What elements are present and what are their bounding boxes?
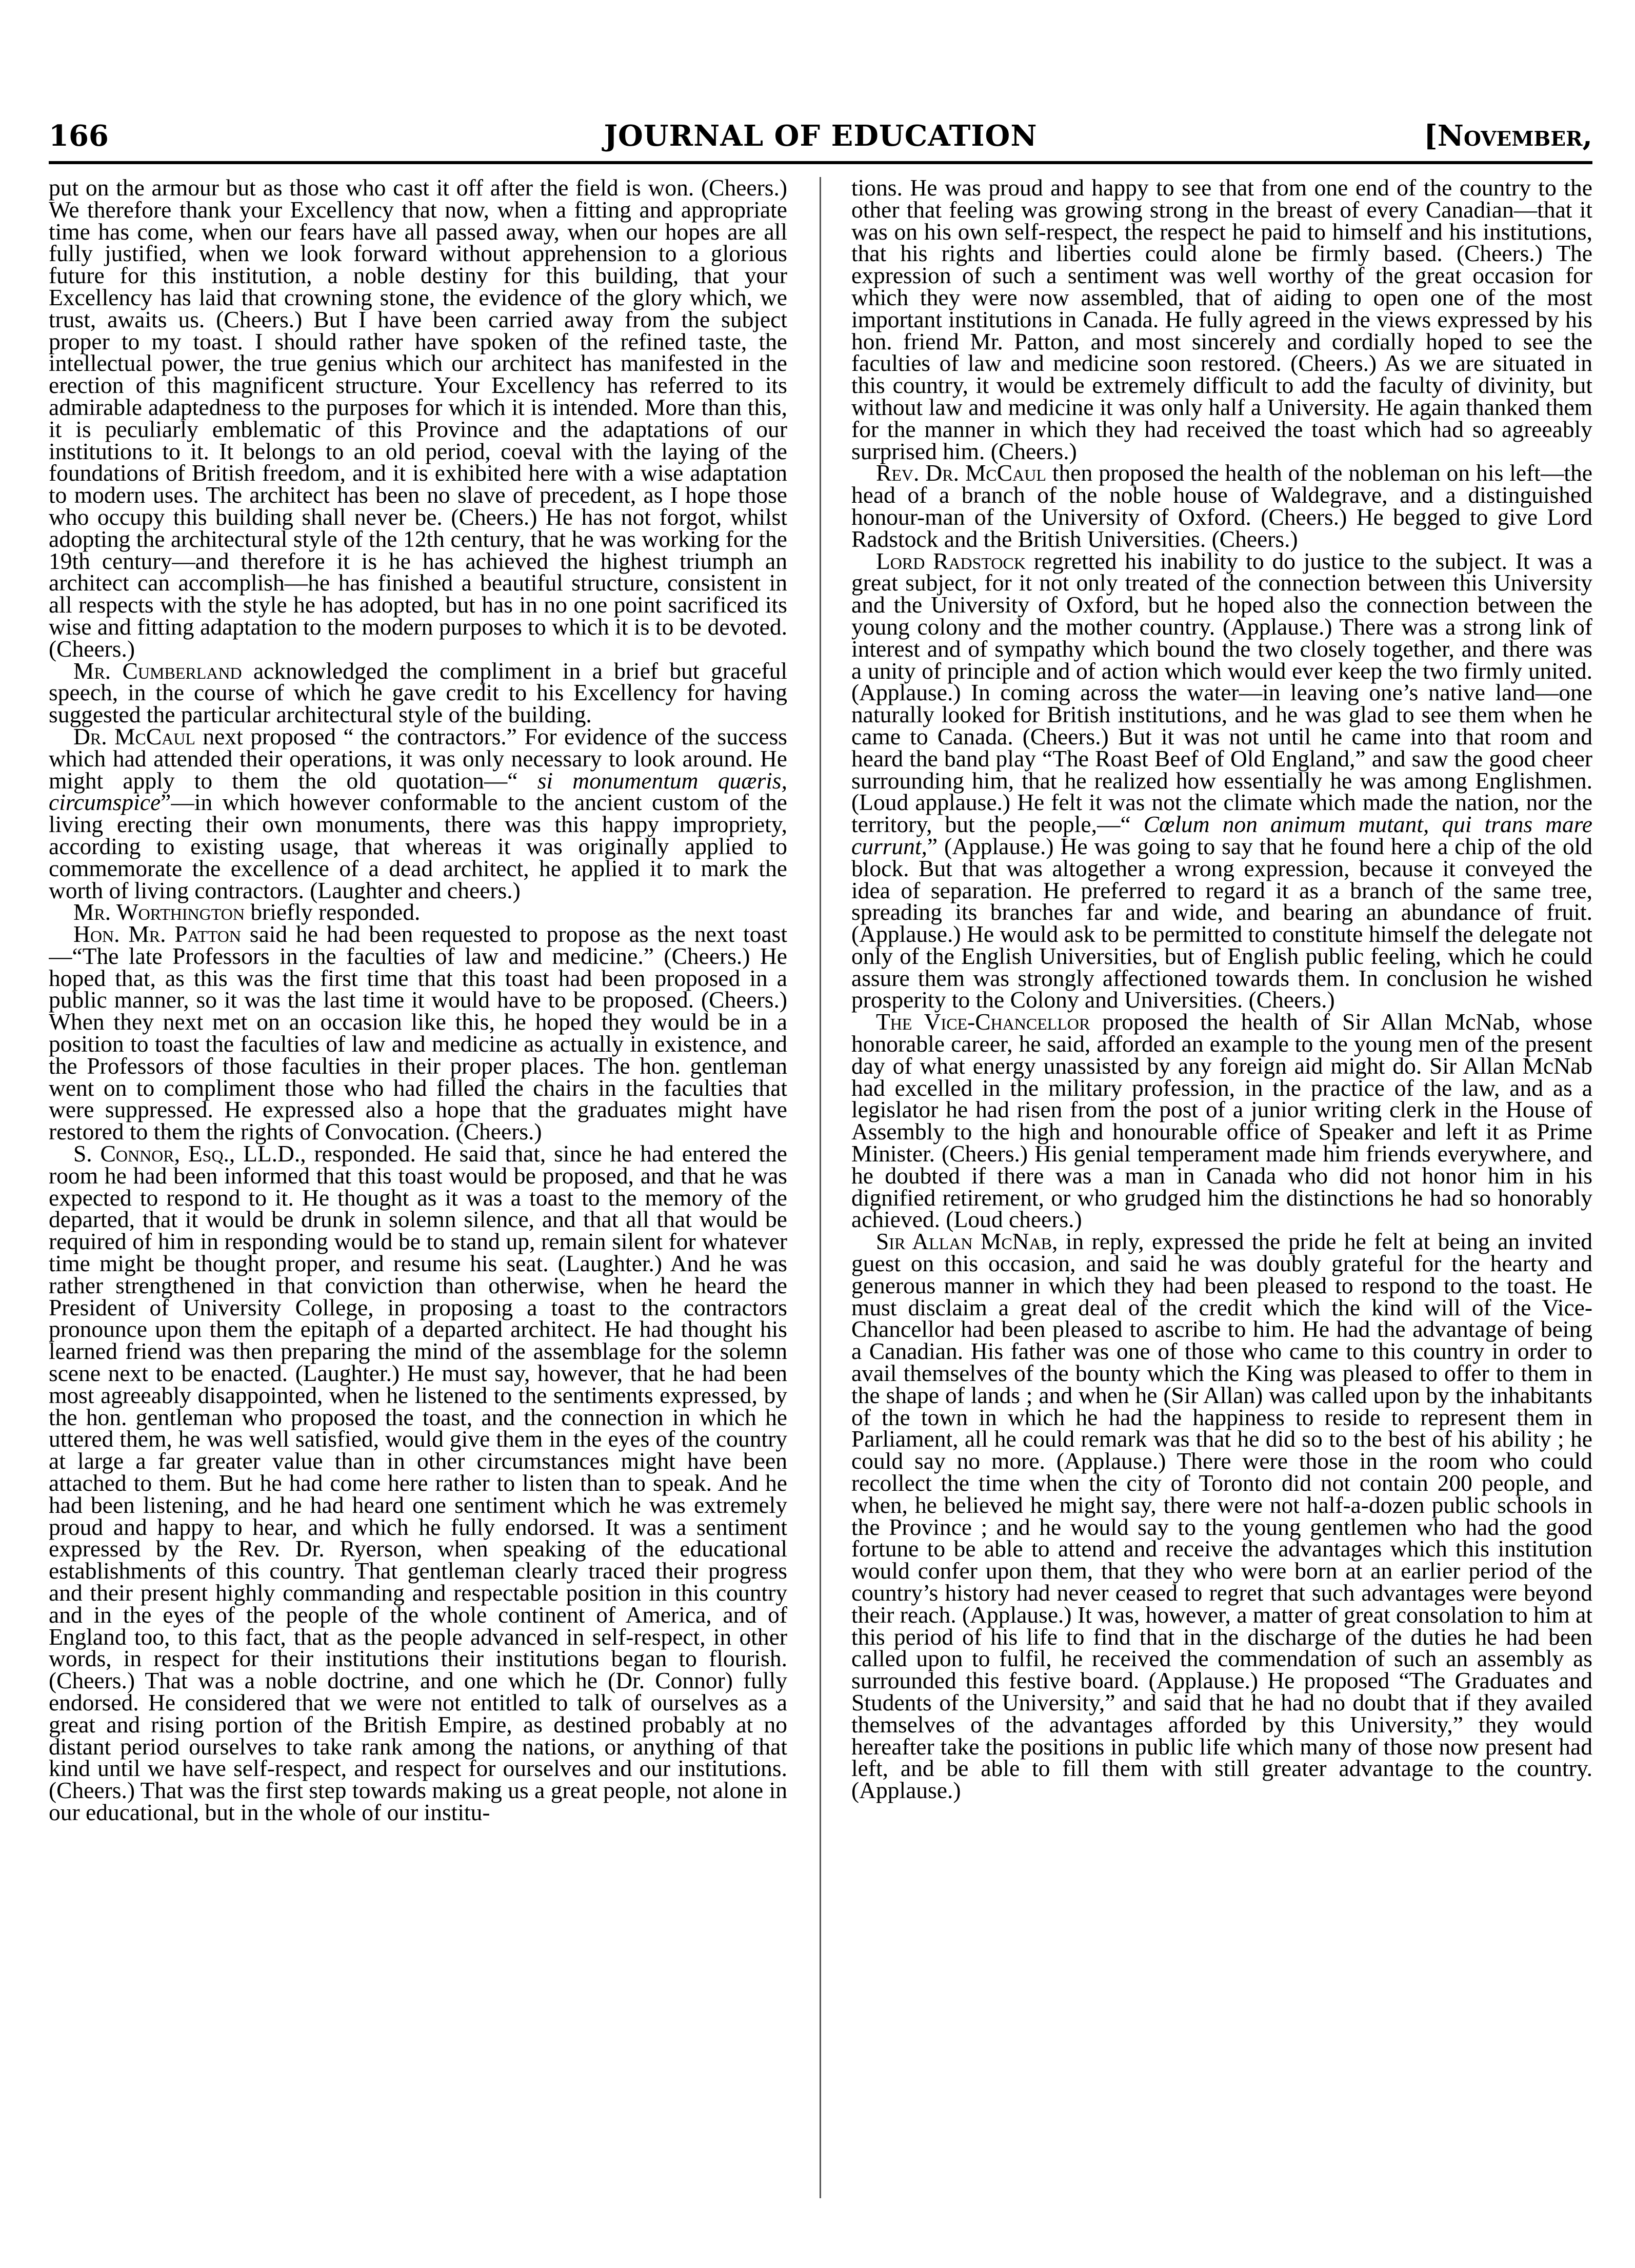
speaker-name: Rev. Dr. McCaul (876, 460, 1046, 486)
speaker-name: Hon. Mr. Patton (73, 921, 241, 948)
speaker-name: Mr. Cumberland (73, 657, 242, 684)
journal-title: JOURNAL OF EDUCATION (604, 119, 1038, 153)
speaker-name: Lord Radstock (876, 547, 1026, 574)
left-column (49, 177, 787, 2198)
speaker-name: Sir Allan McNab, (876, 1228, 1058, 1255)
right-column (851, 177, 1592, 2198)
column-divider (820, 177, 821, 2198)
paragraph: Sir Allan McNab, in reply, expressed the pride he felt at being an invited guest on this occasion, and said he was doubly grateful for the hearty and generous manner in which they had been pleased to respond to the toast. He must disclaim a great deal of the credit which the kind will of the Vice-Chancellor had been pleased to ascribe to him. He had the advantage of being a Canadian. His father was one of those who came to this country in order to avail themselves of the bounty which the King was pleased to offer to them in the shape of lands ; and when he (Sir Allan) was called upon by the inhabitants of the town in which he had the happiness to reside to represent them in Parliament, all he could remark was that he did so to the best of his ability ; he could say no more. (Applause.) There were those in the room who could recollect the time when the city of Toronto did not contain 200 people, and when, he believed he might say, there were not half-a-dozen public schools in the Province ; and he would say to the young gentlemen who had the good fortune to be able to attend and receive the advantages which this institution would confer upon them, that they who were born at an earlier period of the country’s history had never ceased to regret that such advantages were beyond their reach. (Applause.) It was, however, a matter of great consolation to him at this period of his life to find that in the discharge of the duties he had been called upon to fulfil, he received the commendation of such an assembly as surrounded this festive board. (Applause.) He proposed “The Graduates and Students of the University,” and said that he had no doubt that if they availed themselves of the advantages afforded by this University,” they would hereafter take the positions in public life which many of those now present had left, and be able to fill them with still greater advantage to the country. (Applause.) (851, 1228, 1592, 1804)
speaker-name: The Vice-Chancellor (876, 1009, 1090, 1035)
header-rule (49, 161, 1592, 164)
speaker-name: Mr. Worthington (73, 899, 245, 925)
paragraph: tions. He was proud and happy to see that from one end of the country to the other that feeling was growing strong in the breast of every Canadian—that it was on his own self-respect, the respect he paid to himself and his institutions, that his rights and liberties could alone be firmly based. (Cheers.) The expression of such a sentiment was well worthy of the great occasion for which they were now assembled, that of aiding to open one of the most important institutions in Canada. He fully agreed in the views expressed by his hon. friend Mr. Patton, and most sincerely and cordially hoped to see the faculties of law and medicine soon restored. (Cheers.) As we are situated in this country, it would be extremely difficult to add the faculty of divinity, but without law and medicine it was only half a University. He again thanked them for the manner in which they had received the toast which had so agreeably surprised him. (Cheers.) (851, 177, 1592, 464)
paragraph: The Vice-Chancellor proposed the health of Sir Allan McNab, whose honorable career, he said, afforded an example to the young men of the present day of what energy unassisted by any foreign aid might do. Sir Allan McNab had excelled in the military profession, in the practice of the law, and as a legislator he had risen from the post of a junior writing clerk in the House of Assembly to the high and honourable office of Speaker and left it as Prime Minister. (Cheers.) His genial temperament made him friends everywhere, and he doubted if there was a man in Canada who did not honor him in his dignified retirement, or who grudged him the distinctions he had so honorably achieved. (Loud cheers.) (851, 1009, 1592, 1233)
paragraph: S. Connor, Esq., LL.D., responded. He said that, since he had entered the room he had been informed that this toast would be proposed, and that he was expected to respond to it. He thought as it was a toast to the memory of the departed, that it would be drunk in solemn silence, and that all that would be required of him in responding would be to stand up, remain silent for whatever time might be thought proper, and resume his seat. (Laughter.) And he was rather strengthened in that conviction than otherwise, when he heard the President of University College, in proposing a toast to the contractors pronounce upon them the epitaph of a departed architect. He had thought his learned friend was then preparing the mind of the assemblage for the solemn scene next to be enacted. (Laughter.) He must say, however, that he had been most agreeably disappointed, when he listened to the sentiments expressed, by the hon. gentleman who proposed the toast, and the connection in which he uttered them, he was well satisfied, would give them in the eyes of the country at large a far greater value than in other circumstances might have been attached to them. But he had come here rather to listen than to speak. And he had been listening, and he had heard one sentiment which he was extremely proud and happy to hear, and which he fully endorsed. It was a sentiment expressed by the Rev. Dr. Ryerson, when speaking of the educational establishments of this country. That gentleman clearly traced their progress and their present highly commanding and respectable position in this country and in the eyes of the people of the whole continent of America, and of England too, to this fact, that as the people advanced in self-respect, in other words, in respect for their institutions their institutions began to flourish. (Cheers.) That was a noble doctrine, and one which he (Dr. Connor) fully endorsed. He considered that we were not entitled to talk of ourselves as a great and rising portion of the British Empire, as destined probably at no distant period ourselves to take rank among the nations, or anything of that kind until we have self-respect, and respect for ourselves and our institutions. (Cheers.) That was the first step towards making us a great people, not alone in our educational, but in the whole of our institu- (49, 1140, 787, 1825)
paragraph: Mr. Cumberland acknowledged the compliment in a brief but graceful speech, in the course of which he gave credit to his Excellency for having suggested the particular architectural style of the building. (49, 657, 787, 728)
paragraph: put on the armour but as those who cast it off after the field is won. (Cheers.) We therefore thank your Excellency that now, when a fitting and appropriate time has come, when our fears have all passed away, when our hopes are all fully justified, when we look forward without apprehension to a glorious future for this institution, a noble destiny for this building, that your Excellency has laid that crowning stone, the evidence of the glory which, we trust, awaits us. (Cheers.) But I have been carried away from the subject proper to my toast. I should rather have spoken of the refined taste, the intellectual power, the true genius which our architect has manifested in the erection of this magnificent structure. Your Excellency has referred to its admirable adaptedness to the purposes for which it is intended. More than this, it is peculiarly emblematic of this Province and the adaptations of our institutions to it. It belongs to an old period, coeval with the laying of the foundations of British freedom, and it is exhibited here with a wise adaptation to modern uses. The architect has been no slave of precedent, as I hope those who occupy this building shall never be. (Cheers.) He has not forgot, whilst adopting the architectural style of the 12th century, that he was working for the 19th century—and therefore it is he has achieved the highest triumph an architect can accomplish—he has finished a beautiful structure, consistent in all respects with the style he has adopted, but has in no one point sacrificed its wise and fitting adaptation to the modern purposes to which it is to be devoted. (Cheers.) (49, 177, 787, 662)
paragraph: Rev. Dr. McCaul then proposed the health of the nobleman on his left—the head of a branch of the noble house of Waldegrave, and a distinguished honour-man of the University of Oxford. (Cheers.) He begged to give Lord Radstock and the British Universities. (Cheers.) (851, 460, 1592, 552)
paragraph: Dr. McCaul next proposed “ the contractors.” For evidence of the success which had attended their operations, it was only necessary to look around. He might apply to them the old quotation—“ si monumentum quæris, circumspice”—in which however conformable to the ancient custom of the living erecting their own monuments, there was this happy impropriety, according to existing usage, that whereas it was originally applied to commemorate the excellence of a dead architect, he applied it to mark the worth of living contractors. (Laughter and cheers.) (49, 723, 787, 903)
speaker-name: S. Connor, Esq., LL.D., (73, 1140, 306, 1167)
issue-month: [November, (1424, 119, 1592, 153)
latin-quotation: si monumentum quæris, circumspice (49, 767, 787, 816)
latin-quotation: Cœlum non animum mutant, qui trans mare currunt, (851, 811, 1592, 859)
page-header (49, 115, 1592, 156)
paragraph: Mr. Worthington briefly responded. (73, 899, 421, 925)
paragraph: Hon. Mr. Patton said he had been requested to propose as the next toast—“The late Professors in the faculties of law and medicine.” (Cheers.) He hoped that, as this was the first time that this toast had been proposed in a public manner, so it was the last time it would have to be proposed. (Cheers.) When they next met on an occasion like this, he hoped they would be in a position to toast the faculties of law and medicine as actually in existence, and the Professors of those faculties in their proper places. The hon. gentleman went on to compliment those who had filled the chairs in the faculties that were suppressed. He expressed also a hope that the graduates might have restored to them the rights of Convocation. (Cheers.) (49, 921, 787, 1145)
speaker-name: Dr. McCaul (73, 723, 195, 750)
page-number: 166 (49, 119, 109, 153)
paragraph: Lord Radstock regretted his inability to do justice to the subject. It was a great subject, for it not only treated of the connection between this University and the University of Oxford, but he hoped also the connection between the young colony and the mother country. (Applause.) There was a strong link of interest and of sympathy which bound the two closely together, and there was a unity of principle and of action which would ever keep the two firmly united. (Applause.) In coming across the water—in leaving one’s native land—one naturally looked for British institutions, and he was glad to see them when he came to Canada. (Cheers.) But it was not until he came into that room and heard the band play “The Roast Beef of Old England,” and saw the good cheer surrounding him, that he realized how essentially he was among Englishmen. (Loud applause.) He felt it was not the climate which made the nation, nor the territory, but the people,—“ Cœlum non animum mutant, qui trans mare currunt,” (Applause.) He was going to say that he found here a chip of the old block. But that was altogether a wrong expression, because it conveyed the idea of separation. He preferred to regard it as a branch of the same tree, spreading its branches far and wide, and bearing an abundance of fruit. (Applause.) He would ask to be permitted to constitute himself the delegate not only of the English Universities, but of English public feeling, which he could assure them was strongly affectioned towards them. In conclusion he wished prosperity to the Colony and Universities. (Cheers.) (851, 547, 1592, 1013)
